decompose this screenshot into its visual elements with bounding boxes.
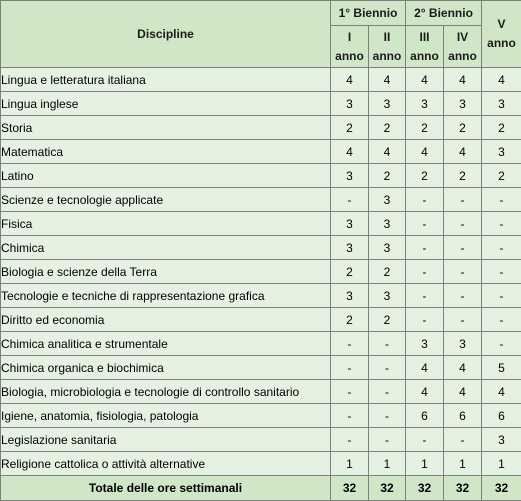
row-value: - xyxy=(406,260,444,284)
header-year-4 xyxy=(444,26,482,68)
row-value: 1 xyxy=(369,452,406,476)
row-value: 3 xyxy=(331,236,369,260)
table-row xyxy=(1,260,521,284)
header-year-label: anno xyxy=(406,47,443,66)
row-value: 2 xyxy=(406,116,444,140)
row-value: 2 xyxy=(369,164,406,188)
row-subject: Legislazione sanitaria xyxy=(1,428,331,452)
row-value: 2 xyxy=(444,116,482,140)
total-value: 32 xyxy=(331,476,369,501)
table-row xyxy=(1,116,521,140)
header-year-label: anno xyxy=(444,47,481,66)
row-value: 4 xyxy=(406,68,444,92)
row-value: - xyxy=(406,188,444,212)
header-group-1: 1° Biennio xyxy=(331,1,406,26)
header-fifth-year xyxy=(482,1,521,68)
table-row xyxy=(1,164,521,188)
row-value: 2 xyxy=(369,260,406,284)
row-value: 2 xyxy=(331,116,369,140)
header-fifth-num: V xyxy=(482,15,521,34)
row-value: 4 xyxy=(369,140,406,164)
table-row xyxy=(1,68,521,92)
table-row xyxy=(1,380,521,404)
row-value: - xyxy=(331,404,369,428)
row-subject: Scienze e tecnologie applicate xyxy=(1,188,331,212)
row-value: - xyxy=(444,212,482,236)
header-year-2 xyxy=(369,26,406,68)
header-fifth-label: anno xyxy=(482,34,521,53)
total-value: 32 xyxy=(444,476,482,501)
row-value: - xyxy=(331,332,369,356)
row-value: 3 xyxy=(444,92,482,116)
row-subject: Igiene, anatomia, fisiologia, patologia xyxy=(1,404,331,428)
row-value: - xyxy=(369,332,406,356)
row-value: 4 xyxy=(444,68,482,92)
row-value: - xyxy=(444,428,482,452)
table-row xyxy=(1,332,521,356)
row-value: - xyxy=(444,188,482,212)
table-row xyxy=(1,212,521,236)
row-value: 1 xyxy=(444,452,482,476)
row-subject: Chimica organica e biochimica xyxy=(1,356,331,380)
row-value: 2 xyxy=(444,164,482,188)
row-value: 4 xyxy=(482,68,521,92)
row-subject: Religione cattolica o attività alternative xyxy=(1,452,331,476)
row-value: 3 xyxy=(331,212,369,236)
row-subject: Chimica analitica e strumentale xyxy=(1,332,331,356)
table-row xyxy=(1,236,521,260)
table-row xyxy=(1,428,521,452)
row-value: 2 xyxy=(482,164,521,188)
row-value: - xyxy=(406,212,444,236)
header-year-1 xyxy=(331,26,369,68)
row-value: 4 xyxy=(444,140,482,164)
row-value: 3 xyxy=(406,332,444,356)
header-year-label: anno xyxy=(369,47,405,66)
row-value: 3 xyxy=(482,92,521,116)
row-value: 3 xyxy=(482,140,521,164)
table-row xyxy=(1,188,521,212)
row-value: 4 xyxy=(331,140,369,164)
total-value: 32 xyxy=(482,476,521,501)
header-year-num: II xyxy=(369,28,405,47)
row-value: - xyxy=(331,356,369,380)
row-subject: Diritto ed economia xyxy=(1,308,331,332)
row-value: - xyxy=(369,428,406,452)
row-value: 1 xyxy=(331,452,369,476)
row-value: 4 xyxy=(369,68,406,92)
row-value: 6 xyxy=(482,404,521,428)
row-value: 2 xyxy=(406,164,444,188)
row-value: - xyxy=(444,284,482,308)
row-value: 1 xyxy=(406,452,444,476)
row-value: - xyxy=(406,236,444,260)
row-value: 3 xyxy=(369,284,406,308)
total-row xyxy=(1,476,521,501)
row-value: 4 xyxy=(406,356,444,380)
row-value: 2 xyxy=(331,260,369,284)
header-group-2: 2° Biennio xyxy=(406,1,482,26)
row-value: 4 xyxy=(331,68,369,92)
total-label: Totale delle ore settimanali xyxy=(1,476,331,501)
row-value: - xyxy=(331,380,369,404)
row-value: 3 xyxy=(369,188,406,212)
row-value: 6 xyxy=(444,404,482,428)
row-value: - xyxy=(482,236,521,260)
row-value: 2 xyxy=(369,116,406,140)
row-value: - xyxy=(406,284,444,308)
row-value: 1 xyxy=(482,452,521,476)
row-subject: Latino xyxy=(1,164,331,188)
total-value: 32 xyxy=(406,476,444,501)
row-value: 6 xyxy=(406,404,444,428)
row-value: 3 xyxy=(331,284,369,308)
row-subject: Lingua e letteratura italiana xyxy=(1,68,331,92)
header-year-num: IV xyxy=(444,28,481,47)
row-value: - xyxy=(444,260,482,284)
row-value: - xyxy=(331,188,369,212)
row-value: 3 xyxy=(369,212,406,236)
row-value: 2 xyxy=(369,308,406,332)
row-value: - xyxy=(482,260,521,284)
row-subject: Biologia e scienze della Terra xyxy=(1,260,331,284)
row-subject: Tecnologie e tecniche di rappresentazione grafica xyxy=(1,284,331,308)
row-value: 3 xyxy=(369,236,406,260)
row-value: - xyxy=(482,284,521,308)
row-subject: Biologia, microbiologia e tecnologie di controllo sanitario xyxy=(1,380,331,404)
row-value: - xyxy=(369,356,406,380)
row-value: 3 xyxy=(482,428,521,452)
row-value: 4 xyxy=(444,356,482,380)
table-row xyxy=(1,308,521,332)
row-subject: Lingua inglese xyxy=(1,92,331,116)
row-value: 2 xyxy=(331,308,369,332)
row-value: - xyxy=(444,308,482,332)
row-value: 4 xyxy=(444,380,482,404)
table-row xyxy=(1,356,521,380)
row-value: 3 xyxy=(444,332,482,356)
row-value: - xyxy=(482,188,521,212)
table-row xyxy=(1,452,521,476)
row-value: - xyxy=(406,308,444,332)
header-discipline: Discipline xyxy=(1,1,331,68)
row-value: - xyxy=(331,428,369,452)
row-subject: Storia xyxy=(1,116,331,140)
row-value: - xyxy=(482,212,521,236)
row-value: 4 xyxy=(482,380,521,404)
row-value: - xyxy=(369,404,406,428)
row-value: - xyxy=(406,428,444,452)
row-value: 3 xyxy=(331,92,369,116)
row-value: 3 xyxy=(369,92,406,116)
header-year-3 xyxy=(406,26,444,68)
row-value: 4 xyxy=(406,140,444,164)
row-value: 2 xyxy=(482,116,521,140)
row-value: 3 xyxy=(406,92,444,116)
row-subject: Chimica xyxy=(1,236,331,260)
row-value: 5 xyxy=(482,356,521,380)
row-value: - xyxy=(369,380,406,404)
header-year-num: I xyxy=(331,28,368,47)
table-row xyxy=(1,404,521,428)
total-value: 32 xyxy=(369,476,406,501)
row-value: 4 xyxy=(406,380,444,404)
row-value: - xyxy=(444,236,482,260)
table-row xyxy=(1,284,521,308)
row-value: - xyxy=(482,332,521,356)
table-row xyxy=(1,140,521,164)
row-value: 3 xyxy=(331,164,369,188)
row-subject: Fisica xyxy=(1,212,331,236)
header-year-label: anno xyxy=(331,47,368,66)
row-subject: Matematica xyxy=(1,140,331,164)
table-row xyxy=(1,92,521,116)
row-value: - xyxy=(482,308,521,332)
header-year-num: III xyxy=(406,28,443,47)
